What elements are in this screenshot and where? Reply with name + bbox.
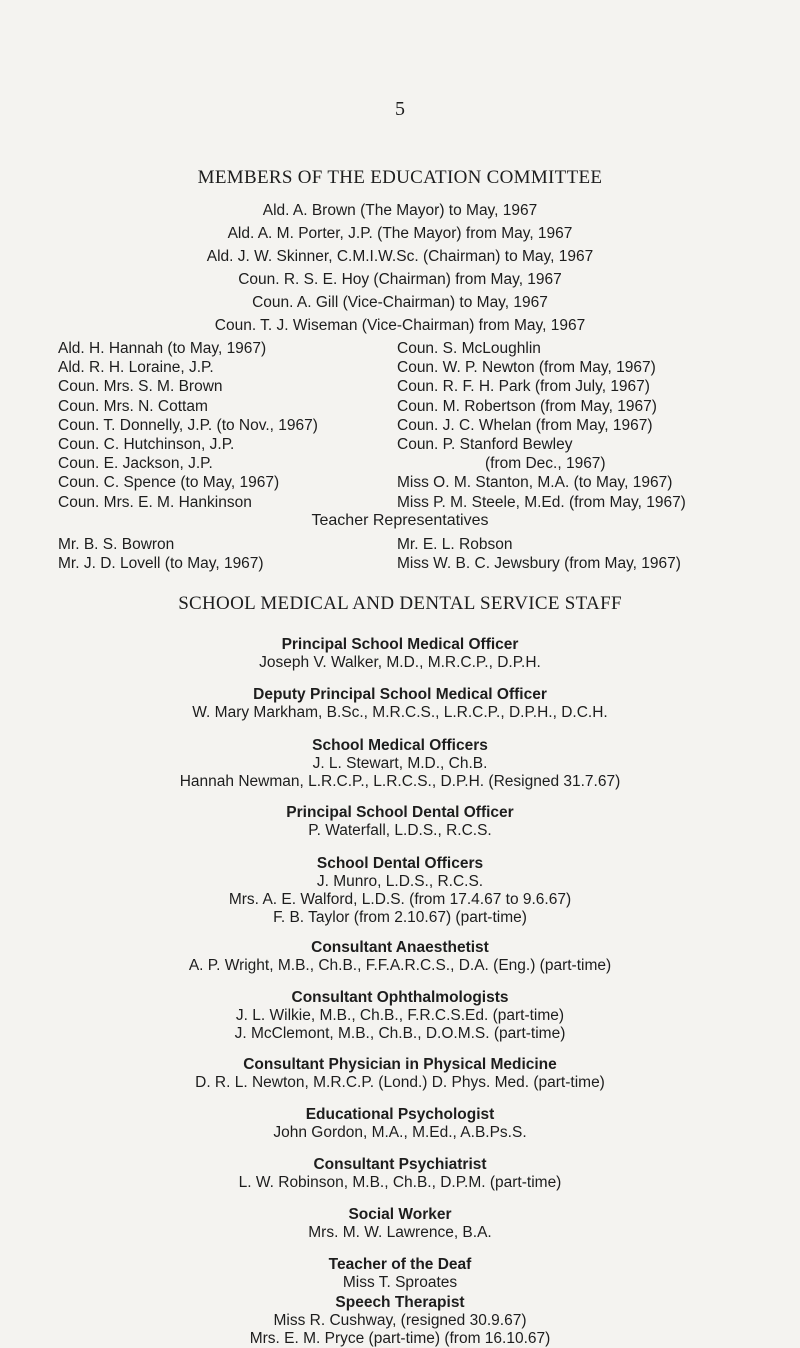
- staff-section: [0, 737, 800, 791]
- section-title: Teacher of the Deaf: [328, 1256, 472, 1273]
- teacher-entry: Mr. J. D. Lovell (to May, 1967): [58, 555, 264, 573]
- member-entry: (from Dec., 1967): [485, 455, 606, 473]
- section-title: School Dental Officers: [316, 855, 484, 872]
- staff-section: [0, 686, 800, 722]
- staff-name: J. L. Wilkie, M.B., Ch.B., F.R.C.S.Ed. (part-time): [235, 1007, 565, 1024]
- staff-section: [0, 989, 800, 1043]
- staff-name: A. P. Wright, M.B., Ch.B., F.F.A.R.C.S., D.A. (Eng.) (part-time): [188, 957, 612, 974]
- staff-name: Hannah Newman, L.R.C.P., L.R.C.S., D.P.H. (Resigned 31.7.67): [179, 773, 621, 790]
- section-title: Social Worker: [348, 1206, 452, 1223]
- staff-name: D. R. L. Newton, M.R.C.P. (Lond.) D. Phys. Med. (part-time): [195, 1074, 605, 1091]
- right-member-list: [397, 339, 686, 512]
- teacher-entry: Mr. B. S. Bowron: [58, 536, 175, 553]
- staff-name: Joseph V. Walker, M.D., M.R.C.P., D.P.H.: [259, 654, 541, 671]
- member-entry: Coun. Mrs. E. M. Hankinson: [58, 493, 252, 511]
- staff-name: Mrs. A. E. Walford, L.D.S. (from 17.4.67 to 9.6.67): [228, 891, 572, 908]
- staff-name: J. McClemont, M.B., Ch.B., D.O.M.S. (part-time): [234, 1025, 566, 1042]
- staff-section: [0, 855, 800, 927]
- page-number: 5: [395, 98, 405, 120]
- staff-section: [0, 1294, 800, 1348]
- teacher-right-list: [397, 535, 681, 573]
- staff-title: SCHOOL MEDICAL AND DENTAL SERVICE STAFF: [178, 593, 622, 614]
- staff-name: L. W. Robinson, M.B., Ch.B., D.P.M. (part-time): [238, 1174, 562, 1191]
- officer-line: Ald. A. Brown (The Mayor) to May, 1967: [262, 202, 538, 219]
- section-title: Consultant Psychiatrist: [313, 1156, 487, 1173]
- member-entry: Miss P. M. Steele, M.Ed. (from May, 1967): [397, 493, 686, 511]
- section-title: Speech Therapist: [335, 1294, 465, 1311]
- member-entry: Coun. Mrs. N. Cottam: [58, 397, 208, 415]
- staff-name: John Gordon, M.A., M.Ed., A.B.Ps.S.: [273, 1124, 527, 1141]
- staff-section: [0, 1106, 800, 1142]
- section-title: Consultant Anaesthetist: [311, 939, 489, 956]
- member-entry: Coun. T. Donnelly, J.P. (to Nov., 1967): [58, 416, 318, 434]
- teacher-entry: Mr. E. L. Robson: [397, 536, 513, 553]
- officer-line: Coun. R. S. E. Hoy (Chairman) from May, 1967: [238, 271, 562, 288]
- section-title: Principal School Dental Officer: [286, 804, 514, 821]
- staff-section: [0, 1206, 800, 1242]
- staff-name: J. Munro, L.D.S., R.C.S.: [316, 873, 484, 890]
- section-title: School Medical Officers: [312, 737, 488, 754]
- member-entry: Coun. W. P. Newton (from May, 1967): [397, 359, 656, 377]
- staff-name: J. L. Stewart, M.D., Ch.B.: [312, 755, 488, 772]
- officer-line: Coun. T. J. Wiseman (Vice-Chairman) from May, 1967: [214, 317, 586, 334]
- officer-line: Ald. A. M. Porter, J.P. (The Mayor) from May, 1967: [227, 225, 573, 242]
- teacher-left-list: [58, 535, 264, 573]
- member-entry: Ald. R. H. Loraine, J.P.: [58, 359, 214, 377]
- member-entry: Coun. C. Hutchinson, J.P.: [58, 435, 235, 453]
- section-title: Deputy Principal School Medical Officer: [253, 686, 547, 703]
- staff-name: W. Mary Markham, B.Sc., M.R.C.S., L.R.C.P., D.P.H., D.C.H.: [192, 704, 608, 721]
- teacher-heading: Teacher Representatives: [311, 512, 489, 529]
- member-entry: Coun. M. Robertson (from May, 1967): [397, 397, 657, 415]
- section-title: Consultant Ophthalmologists: [291, 989, 509, 1006]
- member-entry: Miss O. M. Stanton, M.A. (to May, 1967): [397, 474, 673, 492]
- staff-section: [0, 636, 800, 672]
- section-title: Consultant Physician in Physical Medicine: [243, 1056, 557, 1073]
- staff-name: Mrs. M. W. Lawrence, B.A.: [308, 1224, 492, 1241]
- staff-section: [0, 1156, 800, 1192]
- staff-name: Miss T. Sproates: [342, 1274, 458, 1291]
- officer-line: Coun. A. Gill (Vice-Chairman) to May, 1967: [252, 294, 548, 311]
- section-title: Principal School Medical Officer: [281, 636, 519, 653]
- staff-name: F. B. Taylor (from 2.10.67) (part-time): [273, 909, 527, 926]
- staff-section: [0, 1256, 800, 1292]
- member-entry: Coun. P. Stanford Bewley: [397, 435, 573, 453]
- member-entry: Coun. J. C. Whelan (from May, 1967): [397, 416, 653, 434]
- staff-name: Mrs. E. M. Pryce (part-time) (from 16.10.67): [249, 1330, 551, 1347]
- staff-name: P. Waterfall, L.D.S., R.C.S.: [308, 822, 492, 839]
- member-entry: Coun. R. F. H. Park (from July, 1967): [397, 378, 650, 396]
- staff-section: [0, 939, 800, 975]
- member-entry: Coun. C. Spence (to May, 1967): [58, 474, 280, 492]
- committee-title: MEMBERS OF THE EDUCATION COMMITTEE: [197, 167, 603, 188]
- staff-section: [0, 804, 800, 840]
- member-entry: Coun. Mrs. S. M. Brown: [58, 378, 223, 396]
- staff-name: Miss R. Cushway, (resigned 30.9.67): [273, 1312, 527, 1329]
- member-entry: Coun. S. McLoughlin: [397, 340, 541, 357]
- member-entry: Coun. E. Jackson, J.P.: [58, 455, 213, 473]
- staff-section: [0, 1056, 800, 1092]
- member-entry: Ald. H. Hannah (to May, 1967): [58, 340, 267, 357]
- officer-line: Ald. J. W. Skinner, C.M.I.W.Sc. (Chairman) to May, 1967: [206, 248, 594, 265]
- left-member-list: [58, 339, 318, 512]
- section-title: Educational Psychologist: [305, 1106, 495, 1123]
- teacher-entry: Miss W. B. C. Jewsbury (from May, 1967): [397, 555, 681, 573]
